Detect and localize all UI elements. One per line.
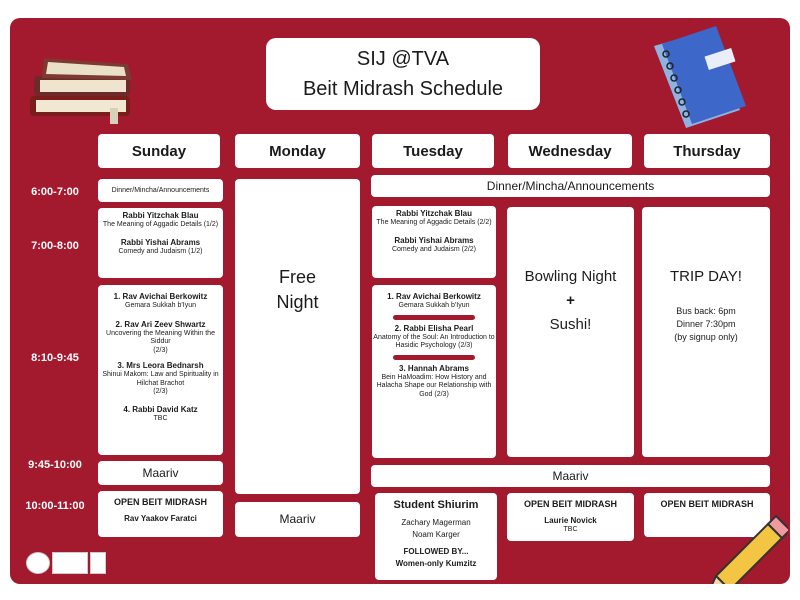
day-header-wednesday: Wednesday [508, 134, 632, 168]
followed-by-label: FOLLOWED BY... [403, 547, 469, 556]
session-title: OPEN BEIT MIDRASH [113, 497, 207, 507]
page-title [266, 38, 540, 110]
session-topic: Shinui Makom: Law and Spirituality in Hilchat Brachot [102, 371, 219, 387]
shared-dinner: Dinner/Mincha/Announcements [371, 175, 770, 197]
session-topic: Bein HaMoadim: How History and Halacha Shape our Relationship with God (2/3) [376, 373, 492, 398]
time-label: 6:00-7:00 [31, 186, 79, 198]
session-speaker: Rabbi Yitzchak Blau [395, 209, 473, 218]
session-speaker: Rabbi Yishai Abrams [394, 235, 474, 245]
time-label: 9:45-10:00 [28, 459, 82, 471]
session-topic: Anatomy of the Soul: An Introduction to Hasidic Psychology (2/3) [373, 333, 495, 349]
session-title: OPEN BEIT MIDRASH [660, 499, 754, 509]
student-name: Zachary Magerman [401, 518, 471, 527]
session-title: Student Shiurim [393, 499, 479, 511]
sunday-open-beit-midrash [98, 491, 223, 537]
event-line: Sushi! [549, 316, 592, 333]
time-label: 8:10-9:45 [31, 352, 79, 364]
pencil-icon [702, 514, 788, 584]
tuesday-session-7pm [372, 206, 496, 278]
sunday-dinner: Dinner/Mincha/Announcements [98, 179, 223, 202]
session-speaker: 1. Rav Avichai Berkowitz [387, 292, 481, 301]
sunday-session-7pm [98, 208, 223, 278]
session-topic: Gemara Sukkah b'Iyun [125, 302, 196, 309]
session-speaker: Rabbi Yishai Abrams [120, 237, 201, 247]
wednesday-bowling-night [507, 207, 634, 457]
tuesday-session-8pm [372, 285, 496, 458]
session-count: (2/3) [153, 388, 168, 395]
sponsor-logo [26, 552, 50, 574]
sponsor-logo [90, 552, 106, 574]
schedule-board [10, 18, 790, 584]
session-topic: The Meaning of Aggadic Details (1/2) [102, 221, 219, 228]
session-speaker: Laurie Novick [544, 516, 597, 525]
session-speaker: 2. Rabbi Elisha Pearl [394, 323, 474, 333]
trip-day-label: TRIP DAY! [670, 268, 742, 285]
trip-detail: Bus back: 6pm [676, 306, 736, 316]
session-speaker: 4. Rabbi David Katz [123, 404, 198, 414]
session-topic: TBC [153, 414, 168, 422]
day-header-sunday: Sunday [98, 134, 220, 168]
session-speaker: 3. Hannah Abrams [399, 363, 469, 373]
divider [393, 315, 475, 320]
sponsor-logo [52, 552, 88, 574]
notebook-icon [648, 24, 748, 134]
session-speaker: 3. Mrs Leora Bednarsh [117, 361, 204, 370]
trip-detail: (by signup only) [674, 332, 738, 342]
session-topic: Comedy and Judaism (2/2) [391, 245, 477, 253]
trip-detail: Dinner 7:30pm [676, 319, 736, 329]
session-count: (2/3) [153, 346, 168, 354]
sunday-maariv: Maariv [98, 461, 223, 485]
monday-maariv: Maariv [235, 502, 360, 537]
free-night-label: Free Night [276, 267, 319, 312]
session-topic: TBC [563, 526, 578, 533]
student-name: Noam Karger [412, 530, 460, 539]
session-topic: Comedy and Judaism (1/2) [118, 247, 203, 255]
session-title: OPEN BEIT MIDRASH [523, 499, 617, 509]
time-label: 7:00-8:00 [31, 240, 79, 252]
session-topic: Uncovering the Meaning Within the Siddur [106, 329, 215, 345]
event-line: + [566, 292, 575, 309]
day-header-monday: Monday [235, 134, 360, 168]
wednesday-open-beit-midrash [507, 493, 634, 541]
divider [393, 355, 475, 360]
kumzitz-label: Women-only Kumzitz [395, 559, 477, 568]
day-header-tuesday: Tuesday [372, 134, 494, 168]
session-speaker: 2. Rav Ari Zeev Shwartz [115, 319, 206, 329]
shared-maariv: Maariv [371, 465, 770, 487]
books-icon [24, 48, 142, 128]
time-label: 10:00-11:00 [25, 500, 85, 512]
day-header-thursday: Thursday [644, 134, 770, 168]
sunday-session-8pm [98, 285, 223, 455]
title-line-2: Beit Midrash Schedule [302, 78, 504, 100]
title-line-1: SIJ @TVA [356, 48, 450, 70]
monday-free-night [235, 179, 360, 494]
session-speaker: Rav Yaakov Faratci [124, 514, 197, 523]
event-line: Bowling Night [524, 268, 617, 285]
session-topic: Gemara Sukkah b'Iyun [398, 302, 470, 309]
thursday-trip-day [642, 207, 770, 457]
session-speaker: 1. Rav Avichai Berkowitz [113, 292, 208, 301]
session-speaker: Rabbi Yitzchak Blau [122, 211, 199, 220]
session-topic: The Meaning of Aggadic Details (2/2) [376, 219, 492, 226]
tuesday-student-shiurim [375, 493, 497, 580]
